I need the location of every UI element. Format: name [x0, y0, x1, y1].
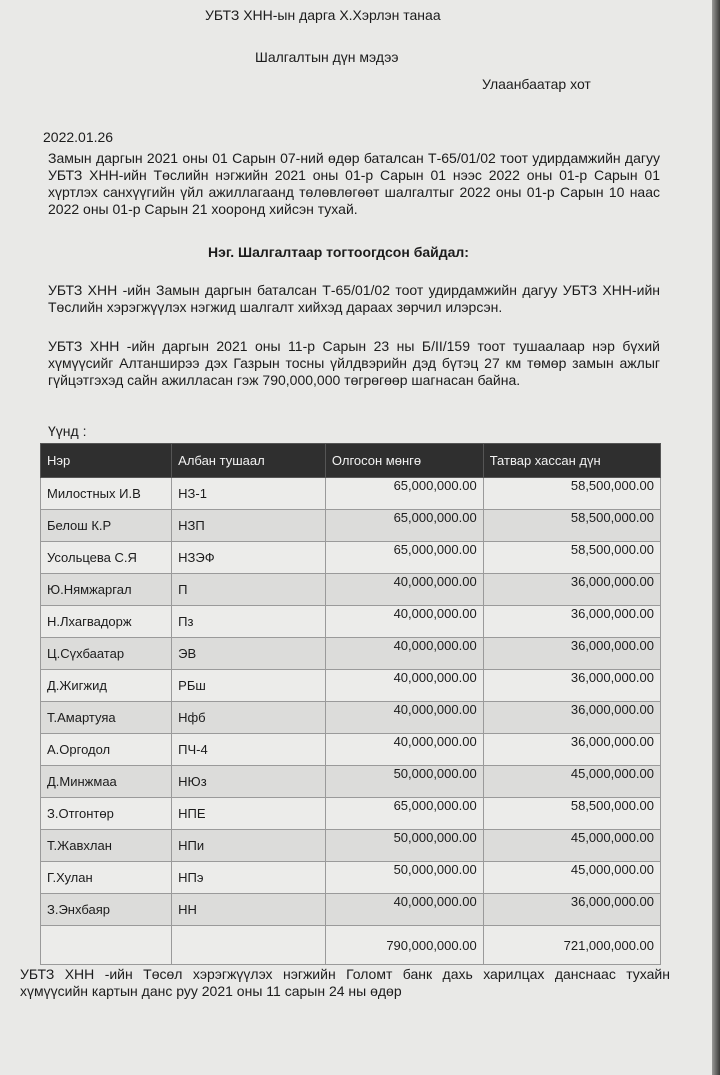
- table-row: [41, 574, 661, 606]
- cell-position: ЭВ: [172, 638, 326, 670]
- cell-paid-amount: 40,000,000.00: [325, 638, 483, 670]
- page-edge-shadow: [712, 0, 720, 1075]
- cell-name: Ц.Сүхбаатар: [41, 638, 172, 670]
- total-cell-name: [41, 926, 172, 965]
- cell-after-tax-amount: 58,500,000.00: [483, 510, 660, 542]
- table-total-row: [41, 926, 661, 965]
- cell-paid-amount: 65,000,000.00: [325, 510, 483, 542]
- addressee-line: УБТЗ ХНН-ын дарга Х.Хэрлэн танаа: [205, 7, 441, 23]
- cell-name: Усольцева С.Я: [41, 542, 172, 574]
- cell-name: Т.Амартуяа: [41, 702, 172, 734]
- table-row: [41, 734, 661, 766]
- cell-after-tax-amount: 36,000,000.00: [483, 702, 660, 734]
- cell-position: НЗ-1: [172, 478, 326, 510]
- cell-after-tax-amount: 58,500,000.00: [483, 542, 660, 574]
- total-cell-paid-amount: 790,000,000.00: [325, 926, 483, 965]
- table-row: [41, 766, 661, 798]
- finding-paragraph-2: УБТЗ ХНН -ийн даргын 2021 оны 11-р Сарын 23 ны Б/II/159 тоот тушаалаар нэр бүхий хүмүүсийг Алтанширээ дэх Газрын тосны үйлдвэрийн дэд бүтэц 27 км төмөр замын ажлыг гүйцэтгэхэд сайн ажилласан гэж 790,000,000 төгрөгөөр шагнасан байна.: [48, 338, 660, 388]
- table-header-row: [41, 444, 661, 478]
- cell-paid-amount: 40,000,000.00: [325, 670, 483, 702]
- cell-name: Ю.Нямжаргал: [41, 574, 172, 606]
- total-cell-position: [172, 926, 326, 965]
- table-row: [41, 798, 661, 830]
- table-row: [41, 478, 661, 510]
- cell-position: НЗЭФ: [172, 542, 326, 574]
- cell-name: Г.Хулан: [41, 862, 172, 894]
- table-row: [41, 862, 661, 894]
- payments-table: [40, 443, 661, 965]
- place-label: Улаанбаатар хот: [482, 76, 591, 92]
- cell-position: П: [172, 574, 326, 606]
- cell-paid-amount: 65,000,000.00: [325, 798, 483, 830]
- cell-name: Д.Минжмаа: [41, 766, 172, 798]
- cell-position: НЗП: [172, 510, 326, 542]
- cell-after-tax-amount: 36,000,000.00: [483, 894, 660, 926]
- cell-paid-amount: 50,000,000.00: [325, 862, 483, 894]
- cell-name: З.Энхбаяр: [41, 894, 172, 926]
- cell-position: НПЕ: [172, 798, 326, 830]
- cell-paid-amount: 50,000,000.00: [325, 830, 483, 862]
- cell-after-tax-amount: 36,000,000.00: [483, 670, 660, 702]
- cell-after-tax-amount: 36,000,000.00: [483, 638, 660, 670]
- cell-paid-amount: 40,000,000.00: [325, 702, 483, 734]
- table-row: [41, 542, 661, 574]
- cell-after-tax-amount: 36,000,000.00: [483, 734, 660, 766]
- table-row: [41, 702, 661, 734]
- cell-paid-amount: 50,000,000.00: [325, 766, 483, 798]
- table-row: [41, 670, 661, 702]
- table-row: [41, 638, 661, 670]
- cell-position: НПи: [172, 830, 326, 862]
- cell-name: А.Оргодол: [41, 734, 172, 766]
- header-name: Нэр: [41, 444, 172, 478]
- header-after-tax-amount: Татвар хассан дүн: [483, 444, 660, 478]
- intro-paragraph: Замын даргын 2021 оны 01 Сарын 07-ний өдөр баталсан Т-65/01/02 тоот удирдамжийн дагуу УБТЗ ХНН-ийн Төслийн нэгжийн 2021 оны 01-р Сарын 01 нээс 2022 оны 01-р Сарын 01 хүртлэх санхүүгийн үйл ажиллагаанд төлөвлөгөөт шалгалтыг 2022 оны 01-р Сарын 10 наас 2022 оны 01-р Сарын 21 хооронд хийсэн тухай.: [48, 150, 660, 217]
- cell-name: Н.Лхагвадорж: [41, 606, 172, 638]
- cell-after-tax-amount: 58,500,000.00: [483, 798, 660, 830]
- cell-after-tax-amount: 45,000,000.00: [483, 862, 660, 894]
- cell-position: НН: [172, 894, 326, 926]
- cell-paid-amount: 65,000,000.00: [325, 542, 483, 574]
- finding-paragraph-1: УБТЗ ХНН -ийн Замын даргын баталсан Т-65/01/02 тоот удирдамжийн дагуу УБТЗ ХНН-ийн Төслийн хэрэгжүүлэх нэгжид шалгалт хийхэд дараах зөрчил илэрсэн.: [48, 282, 660, 315]
- cell-after-tax-amount: 36,000,000.00: [483, 606, 660, 638]
- cell-paid-amount: 40,000,000.00: [325, 734, 483, 766]
- cell-name: Д.Жигжид: [41, 670, 172, 702]
- cell-after-tax-amount: 36,000,000.00: [483, 574, 660, 606]
- table-row: [41, 830, 661, 862]
- cell-name: Милостных И.В: [41, 478, 172, 510]
- total-cell-after-tax-amount: 721,000,000.00: [483, 926, 660, 965]
- cell-after-tax-amount: 45,000,000.00: [483, 766, 660, 798]
- table-row: [41, 606, 661, 638]
- cell-position: НЮз: [172, 766, 326, 798]
- footer-paragraph: УБТЗ ХНН -ийн Төсөл хэрэгжүүлэх нэгжийн Голомт банк дахь харилцах данснаас тухайн хүмүүсийн картын данс руу 2021 оны 11 сарын 24 ны өдөр: [20, 966, 670, 999]
- document-title: Шалгалтын дүн мэдээ: [255, 49, 399, 65]
- section-title: Нэг. Шалгалтаар тогтоогдсон байдал:: [208, 244, 469, 260]
- header-position: Албан тушаал: [172, 444, 326, 478]
- cell-position: Нфб: [172, 702, 326, 734]
- cell-after-tax-amount: 45,000,000.00: [483, 830, 660, 862]
- cell-name: З.Отгонтөр: [41, 798, 172, 830]
- cell-paid-amount: 40,000,000.00: [325, 606, 483, 638]
- cell-paid-amount: 40,000,000.00: [325, 894, 483, 926]
- table-row: [41, 894, 661, 926]
- cell-position: РБш: [172, 670, 326, 702]
- result-label: Үүнд :: [48, 423, 87, 439]
- cell-position: ПЧ-4: [172, 734, 326, 766]
- cell-position: НПэ: [172, 862, 326, 894]
- cell-after-tax-amount: 58,500,000.00: [483, 478, 660, 510]
- cell-position: Пз: [172, 606, 326, 638]
- document-date: 2022.01.26: [43, 129, 114, 145]
- cell-name: Т.Жавхлан: [41, 830, 172, 862]
- cell-paid-amount: 40,000,000.00: [325, 574, 483, 606]
- cell-name: Белош К.Р: [41, 510, 172, 542]
- table-row: [41, 510, 661, 542]
- header-paid-amount: Олгосон мөнгө: [325, 444, 483, 478]
- cell-paid-amount: 65,000,000.00: [325, 478, 483, 510]
